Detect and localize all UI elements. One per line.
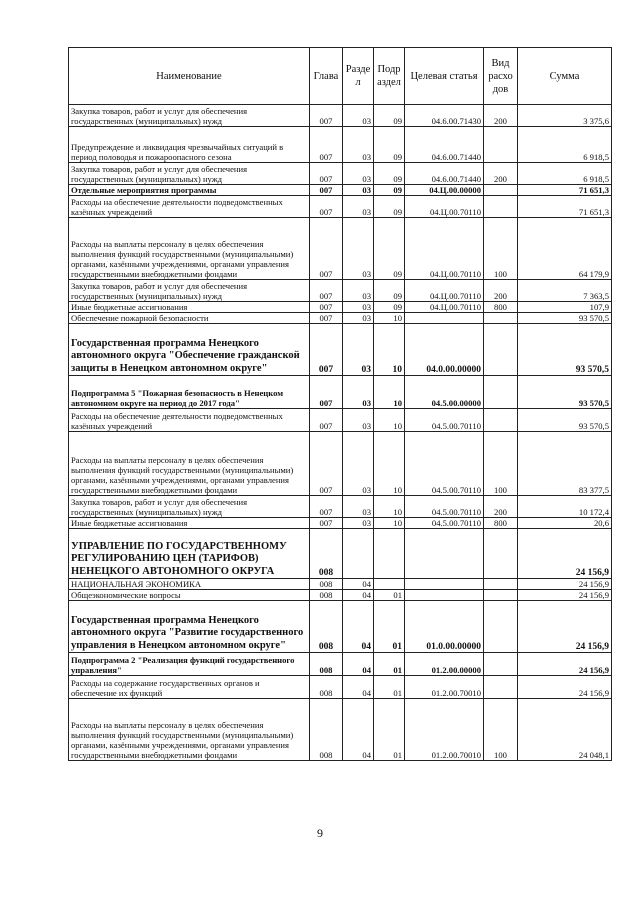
cell-name: Предупреждение и ликвидация чрезвычайных ситуаций в период половодья и пожароопасного сезона [69,127,310,163]
cell-glava: 007 [310,218,343,280]
table-row [69,302,612,313]
col-header-podrazdel: Подр аздел [374,48,405,105]
cell-glava: 008 [310,529,343,579]
cell-razdel: 03 [343,218,374,280]
cell-vid: 200 [484,496,518,518]
cell-name: Общеэкономические вопросы [69,590,310,601]
cell-tselevaya: 04.6.00.71440 [405,163,484,185]
table-row [69,196,612,218]
cell-razdel: 03 [343,280,374,302]
cell-vid: 800 [484,302,518,313]
cell-tselevaya [405,579,484,590]
cell-tselevaya: 04.Ц.00.70110 [405,302,484,313]
cell-razdel: 03 [343,432,374,496]
cell-razdel: 03 [343,302,374,313]
cell-name: Подпрограмма 2 "Реализация функций государственного управления" [69,653,310,676]
cell-razdel: 03 [343,496,374,518]
cell-name: Обеспечение пожарной безопасности [69,313,310,324]
cell-name: Государственная программа Ненецкого автономного округа "Развитие государственного управления в Ненецком автономном округе" [69,601,310,653]
cell-glava: 008 [310,601,343,653]
col-header-glava: Глава [310,48,343,105]
cell-glava: 008 [310,676,343,699]
cell-name: Расходы на обеспечение деятельности подведомственных казённых учреждений [69,409,310,432]
cell-tselevaya: 04.5.00.70110 [405,496,484,518]
cell-summa: 24 156,9 [518,590,612,601]
cell-vid [484,324,518,376]
cell-summa: 7 363,5 [518,280,612,302]
budget-table [68,47,612,761]
table-row [69,105,612,127]
cell-vid: 100 [484,432,518,496]
cell-summa: 64 179,9 [518,218,612,280]
cell-tselevaya: 01.2.00.70010 [405,676,484,699]
cell-glava: 008 [310,653,343,676]
table-row [69,676,612,699]
cell-razdel: 03 [343,196,374,218]
cell-summa: 24 156,9 [518,579,612,590]
table-row [69,496,612,518]
col-header-tselevaya: Целевая статья [405,48,484,105]
cell-tselevaya: 04.Ц.00.00000 [405,185,484,196]
cell-razdel: 04 [343,590,374,601]
cell-glava: 008 [310,590,343,601]
cell-tselevaya: 04.Ц.00.70110 [405,196,484,218]
table-row [69,432,612,496]
cell-tselevaya: 01.0.00.00000 [405,601,484,653]
cell-vid [484,127,518,163]
cell-vid [484,653,518,676]
col-header-summa: Сумма [518,48,612,105]
cell-podrazdel: 01 [374,601,405,653]
table-row [69,127,612,163]
cell-name: Отдельные мероприятия программы [69,185,310,196]
cell-razdel: 03 [343,324,374,376]
cell-razdel: 03 [343,163,374,185]
table-row [69,218,612,280]
cell-tselevaya: 04.5.00.70110 [405,409,484,432]
cell-glava: 008 [310,699,343,761]
cell-vid [484,313,518,324]
cell-name: Расходы на выплаты персоналу в целях обеспечения выполнения функций государственными (муниципальными) органами, казёнными учреждениями, органами управления государственными внебюджетными фондами [69,218,310,280]
cell-name: Государственная программа Ненецкого автономного округа "Обеспечение гражданской защиты в Ненецком автономном округе" [69,324,310,376]
cell-podrazdel: 10 [374,518,405,529]
cell-podrazdel: 10 [374,496,405,518]
cell-name: Расходы на выплаты персоналу в целях обеспечения выполнения функций государственными (муниципальными) органами, казёнными учреждениями, органами управления государственными внебюджетными фондами [69,699,310,761]
cell-vid: 100 [484,218,518,280]
cell-tselevaya: 01.2.00.70010 [405,699,484,761]
cell-summa: 10 172,4 [518,496,612,518]
cell-tselevaya: 04.5.00.00000 [405,376,484,409]
cell-podrazdel: 10 [374,376,405,409]
cell-summa: 93 570,5 [518,376,612,409]
cell-summa: 24 156,9 [518,676,612,699]
table-row [69,601,612,653]
cell-podrazdel: 10 [374,409,405,432]
cell-tselevaya: 04.6.00.71430 [405,105,484,127]
cell-name: УПРАВЛЕНИЕ ПО ГОСУДАРСТВЕННОМУ РЕГУЛИРОВАНИЮ ЦЕН (ТАРИФОВ) НЕНЕЦКОГО АВТОНОМНОГО ОКРУГА [69,529,310,579]
cell-razdel: 04 [343,676,374,699]
cell-razdel: 03 [343,127,374,163]
page-number: 9 [317,826,323,840]
cell-glava: 007 [310,409,343,432]
cell-vid [484,196,518,218]
cell-podrazdel [374,529,405,579]
cell-tselevaya [405,313,484,324]
table-row [69,376,612,409]
col-header-razdel: Разде л [343,48,374,105]
cell-podrazdel: 09 [374,127,405,163]
cell-summa: 71 651,3 [518,196,612,218]
cell-podrazdel: 01 [374,699,405,761]
table-row [69,280,612,302]
cell-vid: 100 [484,699,518,761]
cell-podrazdel: 10 [374,324,405,376]
cell-vid [484,579,518,590]
cell-name: Закупка товаров, работ и услуг для обеспечения государственных (муниципальных) нужд [69,163,310,185]
col-header-vid: Вид расхо дов [484,48,518,105]
cell-name: Иные бюджетные ассигнования [69,518,310,529]
cell-razdel: 03 [343,105,374,127]
cell-summa: 6 918,5 [518,163,612,185]
table-row [69,518,612,529]
cell-vid [484,590,518,601]
cell-name: Закупка товаров, работ и услуг для обеспечения государственных (муниципальных) нужд [69,105,310,127]
cell-vid: 200 [484,163,518,185]
cell-tselevaya: 04.6.00.71440 [405,127,484,163]
cell-podrazdel: 09 [374,196,405,218]
cell-summa: 71 651,3 [518,185,612,196]
cell-podrazdel: 01 [374,676,405,699]
cell-vid: 200 [484,280,518,302]
cell-podrazdel: 09 [374,185,405,196]
cell-glava: 007 [310,196,343,218]
cell-podrazdel: 09 [374,218,405,280]
cell-razdel: 03 [343,518,374,529]
cell-glava: 007 [310,163,343,185]
cell-razdel: 04 [343,699,374,761]
cell-glava: 007 [310,302,343,313]
table-row [69,653,612,676]
cell-vid [484,409,518,432]
cell-glava: 007 [310,496,343,518]
cell-summa: 24 156,9 [518,653,612,676]
cell-podrazdel: 09 [374,163,405,185]
table-row [69,590,612,601]
cell-tselevaya: 04.5.00.70110 [405,518,484,529]
cell-tselevaya: 04.0.00.00000 [405,324,484,376]
cell-vid: 800 [484,518,518,529]
cell-summa: 93 570,5 [518,409,612,432]
cell-tselevaya: 04.Ц.00.70110 [405,218,484,280]
table-row [69,409,612,432]
cell-glava: 007 [310,280,343,302]
cell-summa: 3 375,6 [518,105,612,127]
cell-glava: 007 [310,313,343,324]
table-row [69,163,612,185]
col-header-name: Наименование [69,48,310,105]
cell-summa: 107,9 [518,302,612,313]
cell-name: Закупка товаров, работ и услуг для обеспечения государственных (муниципальных) нужд [69,280,310,302]
cell-glava: 007 [310,518,343,529]
table-header-row [69,48,612,105]
table-row [69,313,612,324]
cell-vid [484,185,518,196]
cell-vid: 200 [484,105,518,127]
cell-vid [484,601,518,653]
cell-tselevaya: 01.2.00.00000 [405,653,484,676]
cell-name: Расходы на обеспечение деятельности подведомственных казённых учреждений [69,196,310,218]
cell-razdel: 04 [343,579,374,590]
cell-glava: 007 [310,185,343,196]
cell-name: Расходы на содержание государственных органов и обеспечение их функций [69,676,310,699]
cell-name: Закупка товаров, работ и услуг для обеспечения государственных (муниципальных) нужд [69,496,310,518]
cell-glava: 008 [310,579,343,590]
cell-razdel: 03 [343,409,374,432]
cell-razdel: 04 [343,601,374,653]
cell-vid [484,376,518,409]
cell-summa: 24 156,9 [518,601,612,653]
cell-tselevaya: 04.5.00.70110 [405,432,484,496]
cell-name: Расходы на выплаты персоналу в целях обеспечения выполнения функций государственными (муниципальными) органами, казёнными учреждениями, органами управления государственными внебюджетными фондами [69,432,310,496]
cell-vid [484,676,518,699]
cell-tselevaya: 04.Ц.00.70110 [405,280,484,302]
cell-tselevaya [405,590,484,601]
cell-glava: 007 [310,127,343,163]
cell-summa: 93 570,5 [518,313,612,324]
cell-podrazdel: 09 [374,280,405,302]
cell-summa: 93 570,5 [518,324,612,376]
cell-razdel: 03 [343,185,374,196]
table-row [69,185,612,196]
cell-glava: 007 [310,324,343,376]
cell-name: Подпрограмма 5 "Пожарная безопасность в Ненецком автономном округе на период до 2017 года" [69,376,310,409]
cell-podrazdel: 09 [374,105,405,127]
cell-glava: 007 [310,376,343,409]
cell-name: НАЦИОНАЛЬНАЯ ЭКОНОМИКА [69,579,310,590]
cell-podrazdel: 01 [374,590,405,601]
cell-summa: 83 377,5 [518,432,612,496]
table-row [69,699,612,761]
cell-podrazdel: 09 [374,302,405,313]
cell-summa: 20,6 [518,518,612,529]
cell-glava: 007 [310,432,343,496]
cell-razdel: 03 [343,313,374,324]
table-row [69,579,612,590]
cell-summa: 24 048,1 [518,699,612,761]
cell-razdel: 03 [343,376,374,409]
cell-podrazdel: 10 [374,432,405,496]
cell-podrazdel: 10 [374,313,405,324]
cell-name: Иные бюджетные ассигнования [69,302,310,313]
cell-glava: 007 [310,105,343,127]
cell-summa: 24 156,9 [518,529,612,579]
cell-razdel: 04 [343,653,374,676]
cell-vid [484,529,518,579]
cell-tselevaya [405,529,484,579]
cell-razdel [343,529,374,579]
cell-podrazdel [374,579,405,590]
cell-summa: 6 918,5 [518,127,612,163]
cell-podrazdel: 01 [374,653,405,676]
table-row [69,529,612,579]
table-row [69,324,612,376]
